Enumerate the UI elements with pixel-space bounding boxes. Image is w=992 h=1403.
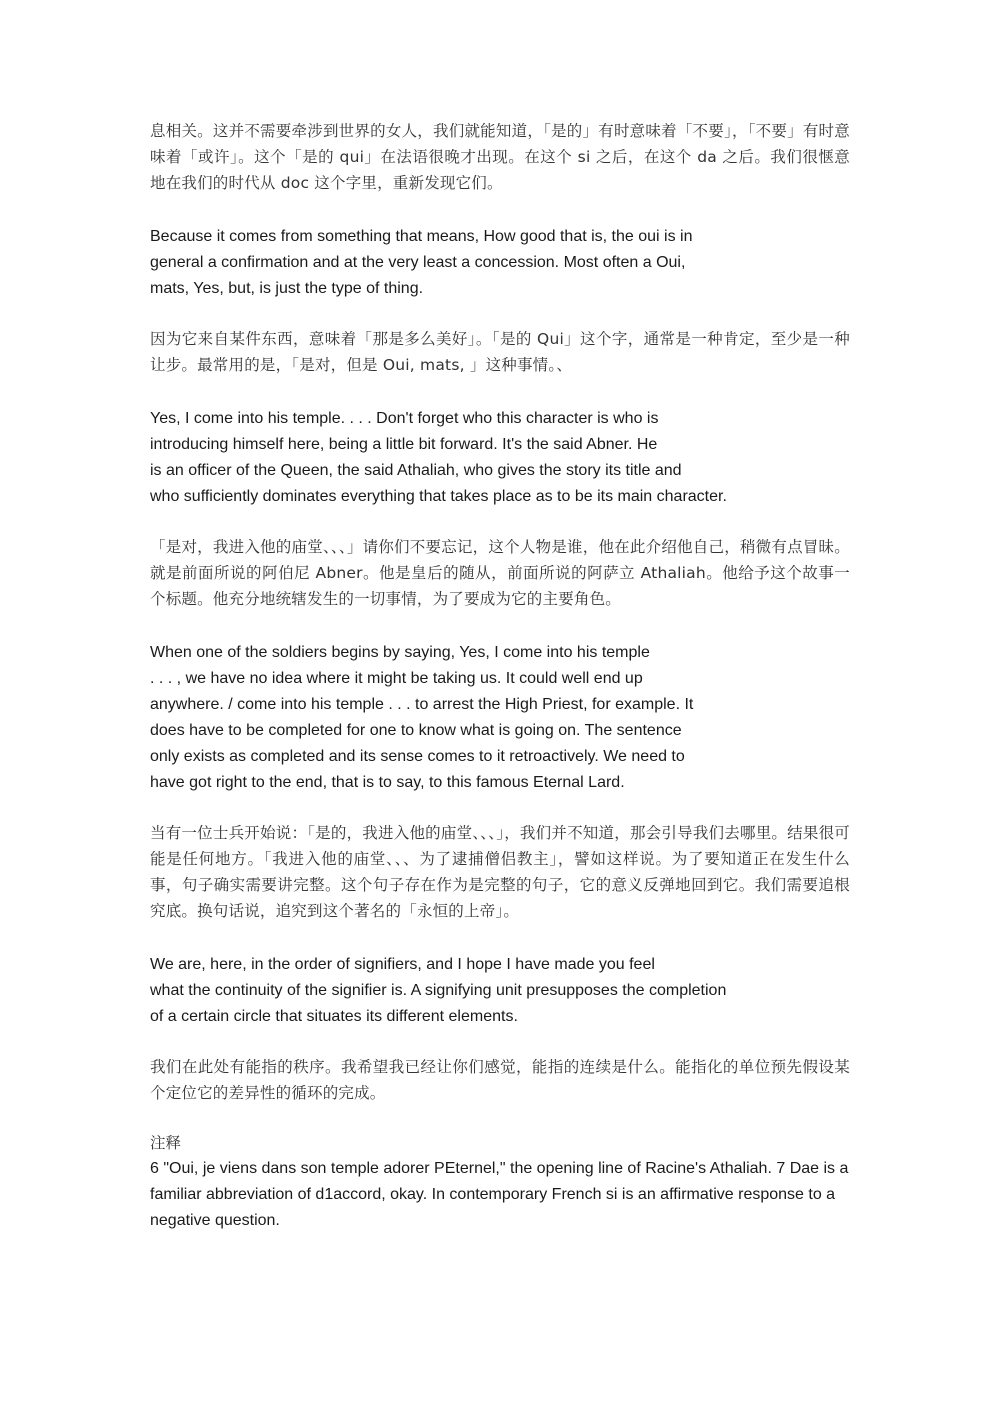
paragraph-en-1: Because it comes from something that means, How good that is, the oui is in general a confirmation and at the very least a concession. Most often a Oui, mats, Yes, but, is just the type of thing. <box>150 228 693 297</box>
paragraph-zh-2: 因为它来自某件东西，意味着「那是多么美好」。「是的 Qui」这个字，通常是一种肯定，至少是一种让步。最常用的是，「是对，但是 Oui, mats, 」这种事情。、 <box>150 330 850 374</box>
paragraph-en-2: Yes, I come into his temple. . . . Don't forget who this character is who is introducing himself here, being a little bit forward. It's the said Abner. He is an officer of the Queen, the said Athaliah, who gives the story its title and who sufficiently dominates everything that takes place as to be its main character. <box>150 410 727 505</box>
paragraph-gap <box>150 924 850 952</box>
paragraph-zh-4: 当有一位士兵开始说：「是的，我进入他的庙堂、、、」，我们并不知道，那会引导我们去哪里。结果很可能是任何地方。「我进入他的庙堂、、、为了逮捕僧侣教主」，譬如这样说。为了要知道正在发生什么事，句子确实需要讲完整。这个句子存在作为是完整的句子，它的意义反弹地回到它。我们需要追根究底。换句话说，追究到这个著名的「永恒的上帝」。 <box>150 824 850 920</box>
paragraph-gap <box>150 796 850 820</box>
paragraph-gap <box>150 1106 850 1130</box>
paragraph-zh-1: 息相关。这并不需要牵涉到世界的女人，我们就能知道，「是的」有时意味着「不要」，「不要」有时意味着「或许」。这个「是的 qui」在法语很晚才出现。在这个 si 之后，在这个 da 之后。我们很惬意地在我们的时代从 doc 这个字里，重新发现它们。 <box>150 122 850 192</box>
paragraph-gap <box>150 612 850 640</box>
paragraph-en-4: We are, here, in the order of signifiers, and I hope I have made you feel what the continuity of the signifier is. A signifying unit presupposes the completion of a certain circle that situates its different elements. <box>150 956 727 1025</box>
paragraph-zh-5: 我们在此处有能指的秩序。我希望我已经让你们感觉，能指的连续是什么。能指化的单位预先假设某个定位它的差异性的循环的完成。 <box>150 1058 850 1102</box>
paragraph-gap <box>150 1030 850 1054</box>
document-page <box>150 118 850 1234</box>
paragraph-gap <box>150 302 850 326</box>
paragraph-gap <box>150 196 850 224</box>
paragraph-gap <box>150 510 850 534</box>
paragraph-zh-3: 「是对，我进入他的庙堂、、、」请你们不要忘记，这个人物是谁，他在此介绍他自己，稍微有点冒昧。就是前面所说的阿伯尼 Abner。他是皇后的随从，前面所说的阿萨立 Athaliah。他给予这个故事一个标题。他充分地统辖发生的一切事情，为了要成为它的主要角色。 <box>150 538 850 608</box>
notes-heading: 注释 <box>150 1134 182 1152</box>
notes-body: 6 "Oui, je viens dans son temple adorer PEternel," the opening line of Racine's Athaliah. 7 Dae is a familiar abbreviation of d1accord, okay. In contemporary French si is an affirmative response to a negative question. <box>150 1160 849 1229</box>
paragraph-gap <box>150 378 850 406</box>
paragraph-en-3: When one of the soldiers begins by saying, Yes, I come into his temple . . . , we have no idea where it might be taking us. It could well end up anywhere. / come into his temple . . . to arrest the High Priest, for example. It does have to be completed for one to know what is going on. The sentence only exists as completed and its sense comes to it retroactively. We need to have got right to the end, that is to say, to this famous Eternal Lard. <box>150 644 694 791</box>
